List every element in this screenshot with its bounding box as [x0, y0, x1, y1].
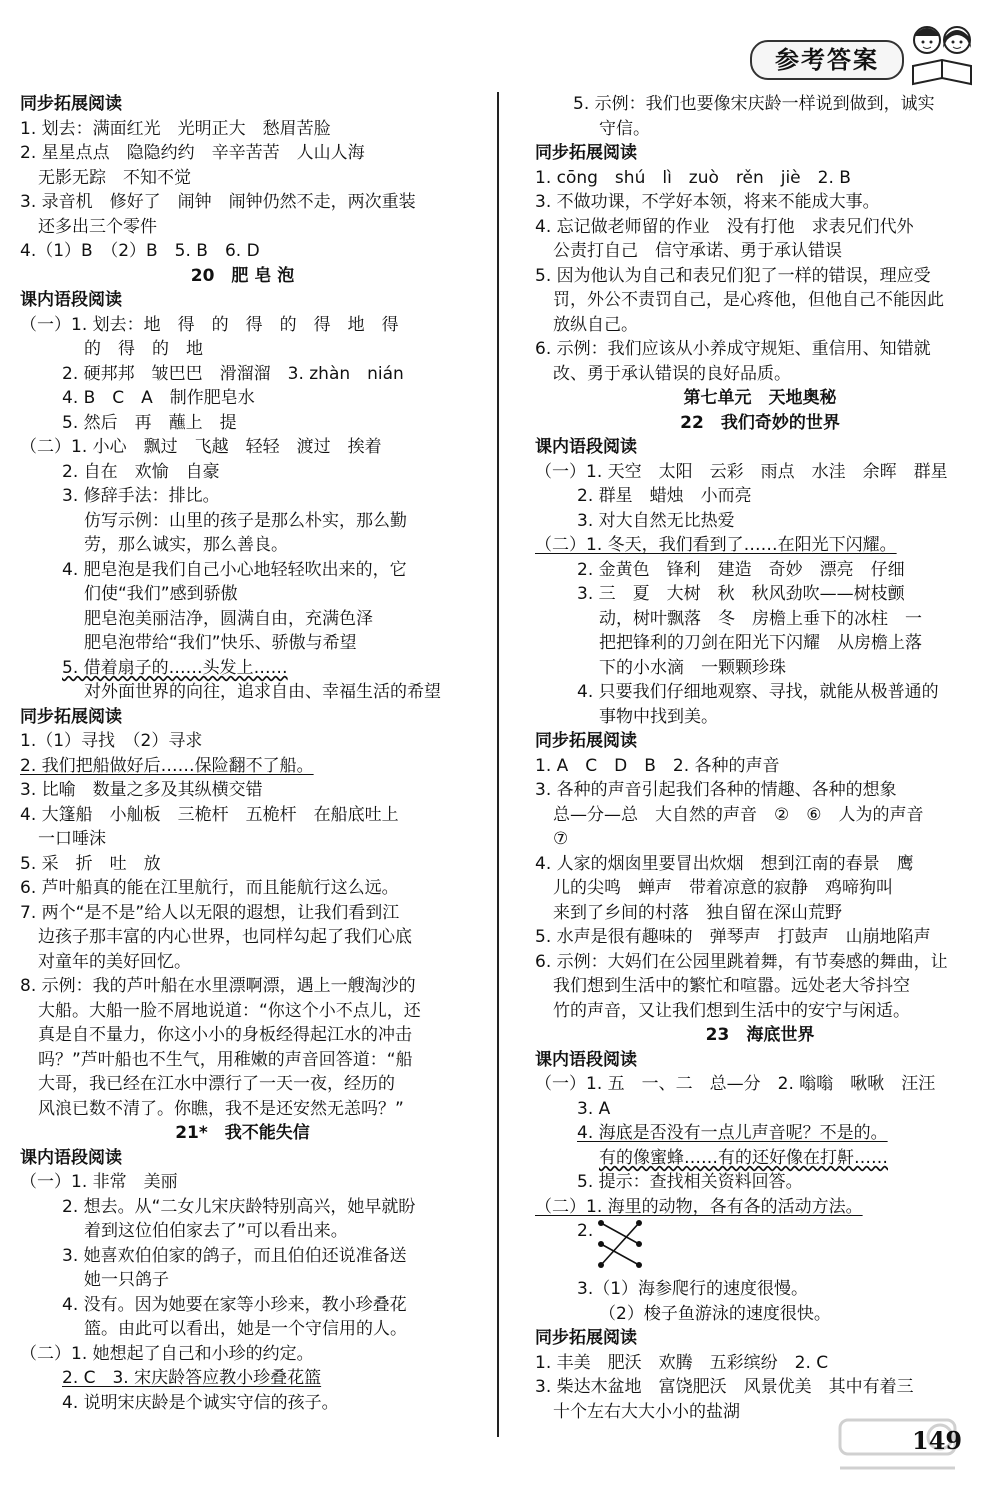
- answer-line: 大哥，我已经在江水中漂行了一天一夜，经历的: [38, 1074, 395, 1094]
- answer-line: 肥皂泡带给“我们”快乐、骄傲与希望: [84, 633, 357, 653]
- answer-line: 2. 星星点点 隐隐约约 辛辛苦苦 人山人海: [20, 143, 365, 163]
- answer-line: 2. 自在 欢愉 自豪: [62, 461, 220, 482]
- answer-line: [535, 1195, 985, 1220]
- answer-line: 2. 硬邦邦 皱巴巴 滑溜溜 3. zhàn nián: [62, 363, 404, 384]
- answer-line: 仿写示例：山里的孩子是那么朴实，那么勤: [84, 510, 407, 531]
- section-heading: 同步拓展阅读: [535, 143, 637, 163]
- underlined-answer: （二）1. 海里的动物，各有各的活动方法。: [535, 1196, 863, 1217]
- answer-line: 来到了乡间的村落 独自留在深山荒野: [553, 902, 842, 923]
- answer-line: 4. 肥皂泡是我们自己小心地轻轻吹出来的，它: [62, 559, 407, 580]
- answer-line: [20, 754, 465, 779]
- underlined-answer: 2. C 3. 宋庆龄答应教小珍叠花篮: [62, 1368, 322, 1388]
- answer-line: 篮。由此可以看出，她是一个守信用的人。: [84, 1319, 407, 1339]
- answer-line: 真是自不量力，你这小小的身板经得起江水的冲击: [38, 1025, 412, 1045]
- watermark-logo: [820, 1412, 970, 1482]
- answer-line: 3. 修辞手法：排比。: [62, 486, 220, 506]
- answer-line: 3. 各种的声音引起我们各种的情趣、各种的想象: [535, 780, 897, 800]
- lesson-title: 22 我们奇妙的世界: [680, 412, 840, 433]
- underlined-answer: 5. 借着扇子的……头发上……: [62, 657, 288, 678]
- answer-line: 3. A: [577, 1098, 611, 1119]
- answer-line: 6. 示例：我们应该从小养成守规矩、重信用、知错就: [535, 339, 931, 359]
- page-number: 149: [912, 1426, 963, 1455]
- answer-line: 总—分—总 大自然的声音 ② ⑥ 人为的声音: [553, 804, 924, 825]
- answer-line: （一）1. 非常 美丽: [20, 1172, 178, 1192]
- lesson-title: 23 海底世界: [705, 1025, 815, 1045]
- answer-line: 动，树叶飘落 冬 房檐上垂下的冰柱 一: [599, 608, 922, 629]
- answer-line: 1. cōng shú lì zuò rěn jiè 2. B: [535, 167, 851, 188]
- match-dot: [598, 1241, 604, 1247]
- underlined-answer: （二）1. 冬天，我们看到了……在阳光下闪耀。: [535, 535, 897, 555]
- answer-key-badge: [740, 18, 980, 88]
- answer-line: 4. 人家的烟囱里要冒出炊烟 想到江南的春景 鹰: [535, 853, 914, 874]
- answer-line: 3. 不做功课，不学好本领，将来不能成大事。: [535, 192, 880, 212]
- left-column: [20, 92, 465, 1415]
- answer-line: 5. 水声是很有趣味的 弹琴声 打鼓声 山崩地陷声: [535, 927, 931, 947]
- answer-line: 儿的尖鸣 蝉声 带着凉意的寂静 鸡啼狗叫: [553, 878, 893, 898]
- lesson-title: 第七单元 天地奥秘: [683, 388, 837, 408]
- answer-line: 2. 群星 蜡烛 小而亮: [577, 486, 752, 506]
- answer-line: 3. 录音机 修好了 闹钟 闹钟仍然不走，两次重装: [20, 192, 416, 212]
- answer-line: 4. 没有。因为她要在家等小珍来，教小珍叠花: [62, 1294, 407, 1315]
- answer-line: 边孩子那丰富的内心世界，也同样勾起了我们心底: [38, 927, 412, 947]
- answer-line: 4.（1）B （2）B 5. B 6. D: [20, 241, 260, 261]
- answer-line: 1. 丰美 肥沃 欢腾 五彩缤纷 2. C: [535, 1352, 829, 1373]
- answer-line: [535, 533, 985, 558]
- answer-line: 对童年的美好回忆。: [38, 951, 191, 972]
- answer-line: 竹的声音，又让我们想到生活中的安宁与闲适。: [553, 1000, 910, 1021]
- answer-number: 2.: [577, 1221, 594, 1241]
- answer-line: 4. 忘记做老师留的作业 没有打他 求表兄们代外: [535, 216, 914, 237]
- answer-line: 3. 三 夏 大树 秋 秋风劲吹——树枝颤: [577, 584, 905, 604]
- answer-line: 3.（1）海参爬行的速度很慢。: [577, 1279, 809, 1299]
- answer-line: [535, 1146, 985, 1171]
- match-dot: [598, 1262, 604, 1268]
- answer-line: 1. 划去：满面红光 光明正大 愁眉苦脸: [20, 118, 331, 139]
- answer-line: 风浪已数不清了。你瞧，我不是还安然无恙吗？”: [38, 1098, 404, 1119]
- section-heading: 课内语段阅读: [535, 1049, 637, 1070]
- answer-line: 的 得 的 地: [84, 339, 203, 359]
- section-heading: 课内语段阅读: [535, 437, 637, 457]
- answer-line: 着到这位伯伯家去了”可以看出来。: [84, 1221, 348, 1241]
- answer-line: 1.（1）寻找 （2）寻求: [20, 731, 203, 751]
- answer-line: （二）1. 她想起了自己和小珍的约定。: [20, 1343, 314, 1364]
- answer-line: 放纵自己。: [553, 314, 638, 335]
- answer-line: 改、勇于承认错误的良好品质。: [553, 363, 791, 384]
- answer-line: 6. 示例：大妈们在公园里跳着舞，有节奏感的舞曲，让: [535, 951, 948, 972]
- underlined-answer: 2. 我们把船做好后……保险翻不了船。: [20, 755, 314, 776]
- answer-line: 罚，外公不责罚自己，是心疼他，但他自己不能因此: [553, 290, 944, 310]
- answer-line: [535, 1121, 985, 1146]
- match-dot: [636, 1241, 642, 1247]
- match-line: [601, 1244, 639, 1265]
- answer-line: [20, 1366, 465, 1391]
- answer-line: 1. A C D B 2. 各种的声音: [535, 755, 780, 776]
- answer-line: 还多出三个零件: [38, 216, 157, 237]
- match-line: [601, 1223, 639, 1244]
- answer-line: 3. 比喻 数量之多及其纵横交错: [20, 780, 263, 800]
- answer-line: 十个左右大大小小的盐湖: [553, 1401, 740, 1422]
- answer-line: 3. 对大自然无比热爱: [577, 510, 735, 531]
- answer-line: （二）1. 小心 飘过 飞越 轻轻 渡过 挨着: [20, 437, 382, 457]
- match-dot: [636, 1262, 642, 1268]
- answer-line: 5. 示例：我们也要像宋庆龄一样说到做到，诚实: [573, 94, 935, 114]
- lesson-title: 20 肥 皂 泡: [190, 265, 295, 286]
- answer-line: 2. 想去。从“二女儿宋庆龄特别高兴，她早就盼: [62, 1196, 416, 1217]
- right-column: [535, 92, 985, 1424]
- answer-line: 2. 金黄色 锋利 建造 奇妙 漂亮 仔细: [577, 559, 905, 580]
- answer-line: 5. 采 折 吐 放: [20, 853, 161, 874]
- answer-line: 把把锋利的刀剑在阳光下闪耀 从房檐上落: [599, 633, 922, 653]
- underlined-answer: 有的像蜜蜂……有的还好像在打鼾……: [599, 1147, 888, 1168]
- answer-line: 对外面世界的向往，追求自由、幸福生活的希望: [84, 682, 441, 702]
- answer-line: 公责打自己 信守承诺、勇于承认错误: [553, 241, 842, 261]
- answer-line: 大船。大船一脸不屑地说道：“你这个小不点儿，还: [38, 1000, 421, 1021]
- answer-line: 我们想到生活中的繁忙和喧嚣。远处老大爷抖空: [553, 976, 910, 996]
- underlined-answer: 4. 海底是否没有一点儿声音呢？不是的。: [577, 1123, 888, 1143]
- column-divider: [497, 92, 499, 1437]
- answer-line: 3. 柴达木盆地 富饶肥沃 风景优美 其中有着三: [535, 1377, 914, 1397]
- answer-line: ⑦: [553, 829, 569, 849]
- answer-line: （2）梭子鱼游泳的速度很快。: [599, 1303, 831, 1324]
- section-heading: 同步拓展阅读: [535, 731, 637, 751]
- answer-line: 5. 然后 再 蘸上 提: [62, 412, 237, 433]
- answer-line: 一口唾沫: [38, 829, 106, 849]
- answer-line: （一）1. 五 一、二 总—分 2. 嗡嗡 啾啾 汪汪: [535, 1074, 936, 1094]
- answer-line: （一）1. 天空 太阳 云彩 雨点 水洼 余晖 群星: [535, 461, 948, 482]
- answer-line: 6. 芦叶船真的能在江里航行，而且能航行这么远。: [20, 878, 399, 898]
- answer-line: 7. 两个“是不是”给人以无限的遐想，让我们看到江: [20, 902, 400, 923]
- answer-line: 吗？”芦叶船也不生气，用稚嫩的声音回答道：“船: [38, 1049, 413, 1070]
- lesson-title: 21* 我不能失信: [175, 1123, 310, 1143]
- answer-line: 4. 大篷船 小舢板 三桅杆 五桅杆 在船底吐上: [20, 804, 399, 825]
- section-heading: 同步拓展阅读: [20, 94, 122, 114]
- answer-line: 下的小水滴 一颗颗珍珠: [599, 657, 786, 678]
- answer-line: 肥皂泡美丽洁净，圆满自由，充满色泽: [84, 608, 373, 629]
- answer-line: （一）1. 划去：地 得 的 得 的 得 地 得: [20, 314, 399, 335]
- badge-label: 参考答案: [750, 40, 904, 80]
- answer-line: 4. 说明宋庆龄是个诚实守信的孩子。: [62, 1392, 339, 1413]
- answer-line: 3. 她喜欢伯伯家的鸽子，而且伯伯还说准备送: [62, 1245, 407, 1266]
- answer-line: 5. 提示：查找相关资料回答。: [577, 1172, 803, 1192]
- children-reading-icon: [905, 18, 980, 88]
- answer-line: 4. B C A 制作肥皂水: [62, 388, 255, 408]
- answer-line: 4. 只要我们仔细地观察、寻找，就能从极普通的: [577, 682, 939, 702]
- answer-line: 劳，那么诚实，那么善良。: [84, 535, 288, 555]
- answer-line: 们使“我们”感到骄傲: [84, 584, 238, 604]
- answer-line: 5. 因为他认为自己和表兄们犯了一样的错误，理应受: [535, 265, 931, 286]
- answer-line: 8. 示例：我的芦叶船在水里漂啊漂，遇上一艘淘沙的: [20, 976, 416, 996]
- section-heading: 同步拓展阅读: [535, 1328, 637, 1348]
- match-dot: [598, 1220, 604, 1226]
- matching-lines-diagram: [597, 1219, 643, 1269]
- section-heading: 课内语段阅读: [20, 290, 122, 310]
- matching-line-answer: [535, 1219, 985, 1277]
- answer-line: 无影无踪 不知不觉: [38, 167, 191, 188]
- match-line: [601, 1223, 639, 1265]
- answer-line: 守信。: [599, 118, 650, 139]
- answer-line: 她一只鸽子: [84, 1270, 169, 1290]
- answer-line: 事物中找到美。: [599, 706, 718, 727]
- section-heading: 同步拓展阅读: [20, 706, 122, 727]
- section-heading: 课内语段阅读: [20, 1147, 122, 1168]
- answer-line: [20, 656, 465, 681]
- match-dot: [636, 1220, 642, 1226]
